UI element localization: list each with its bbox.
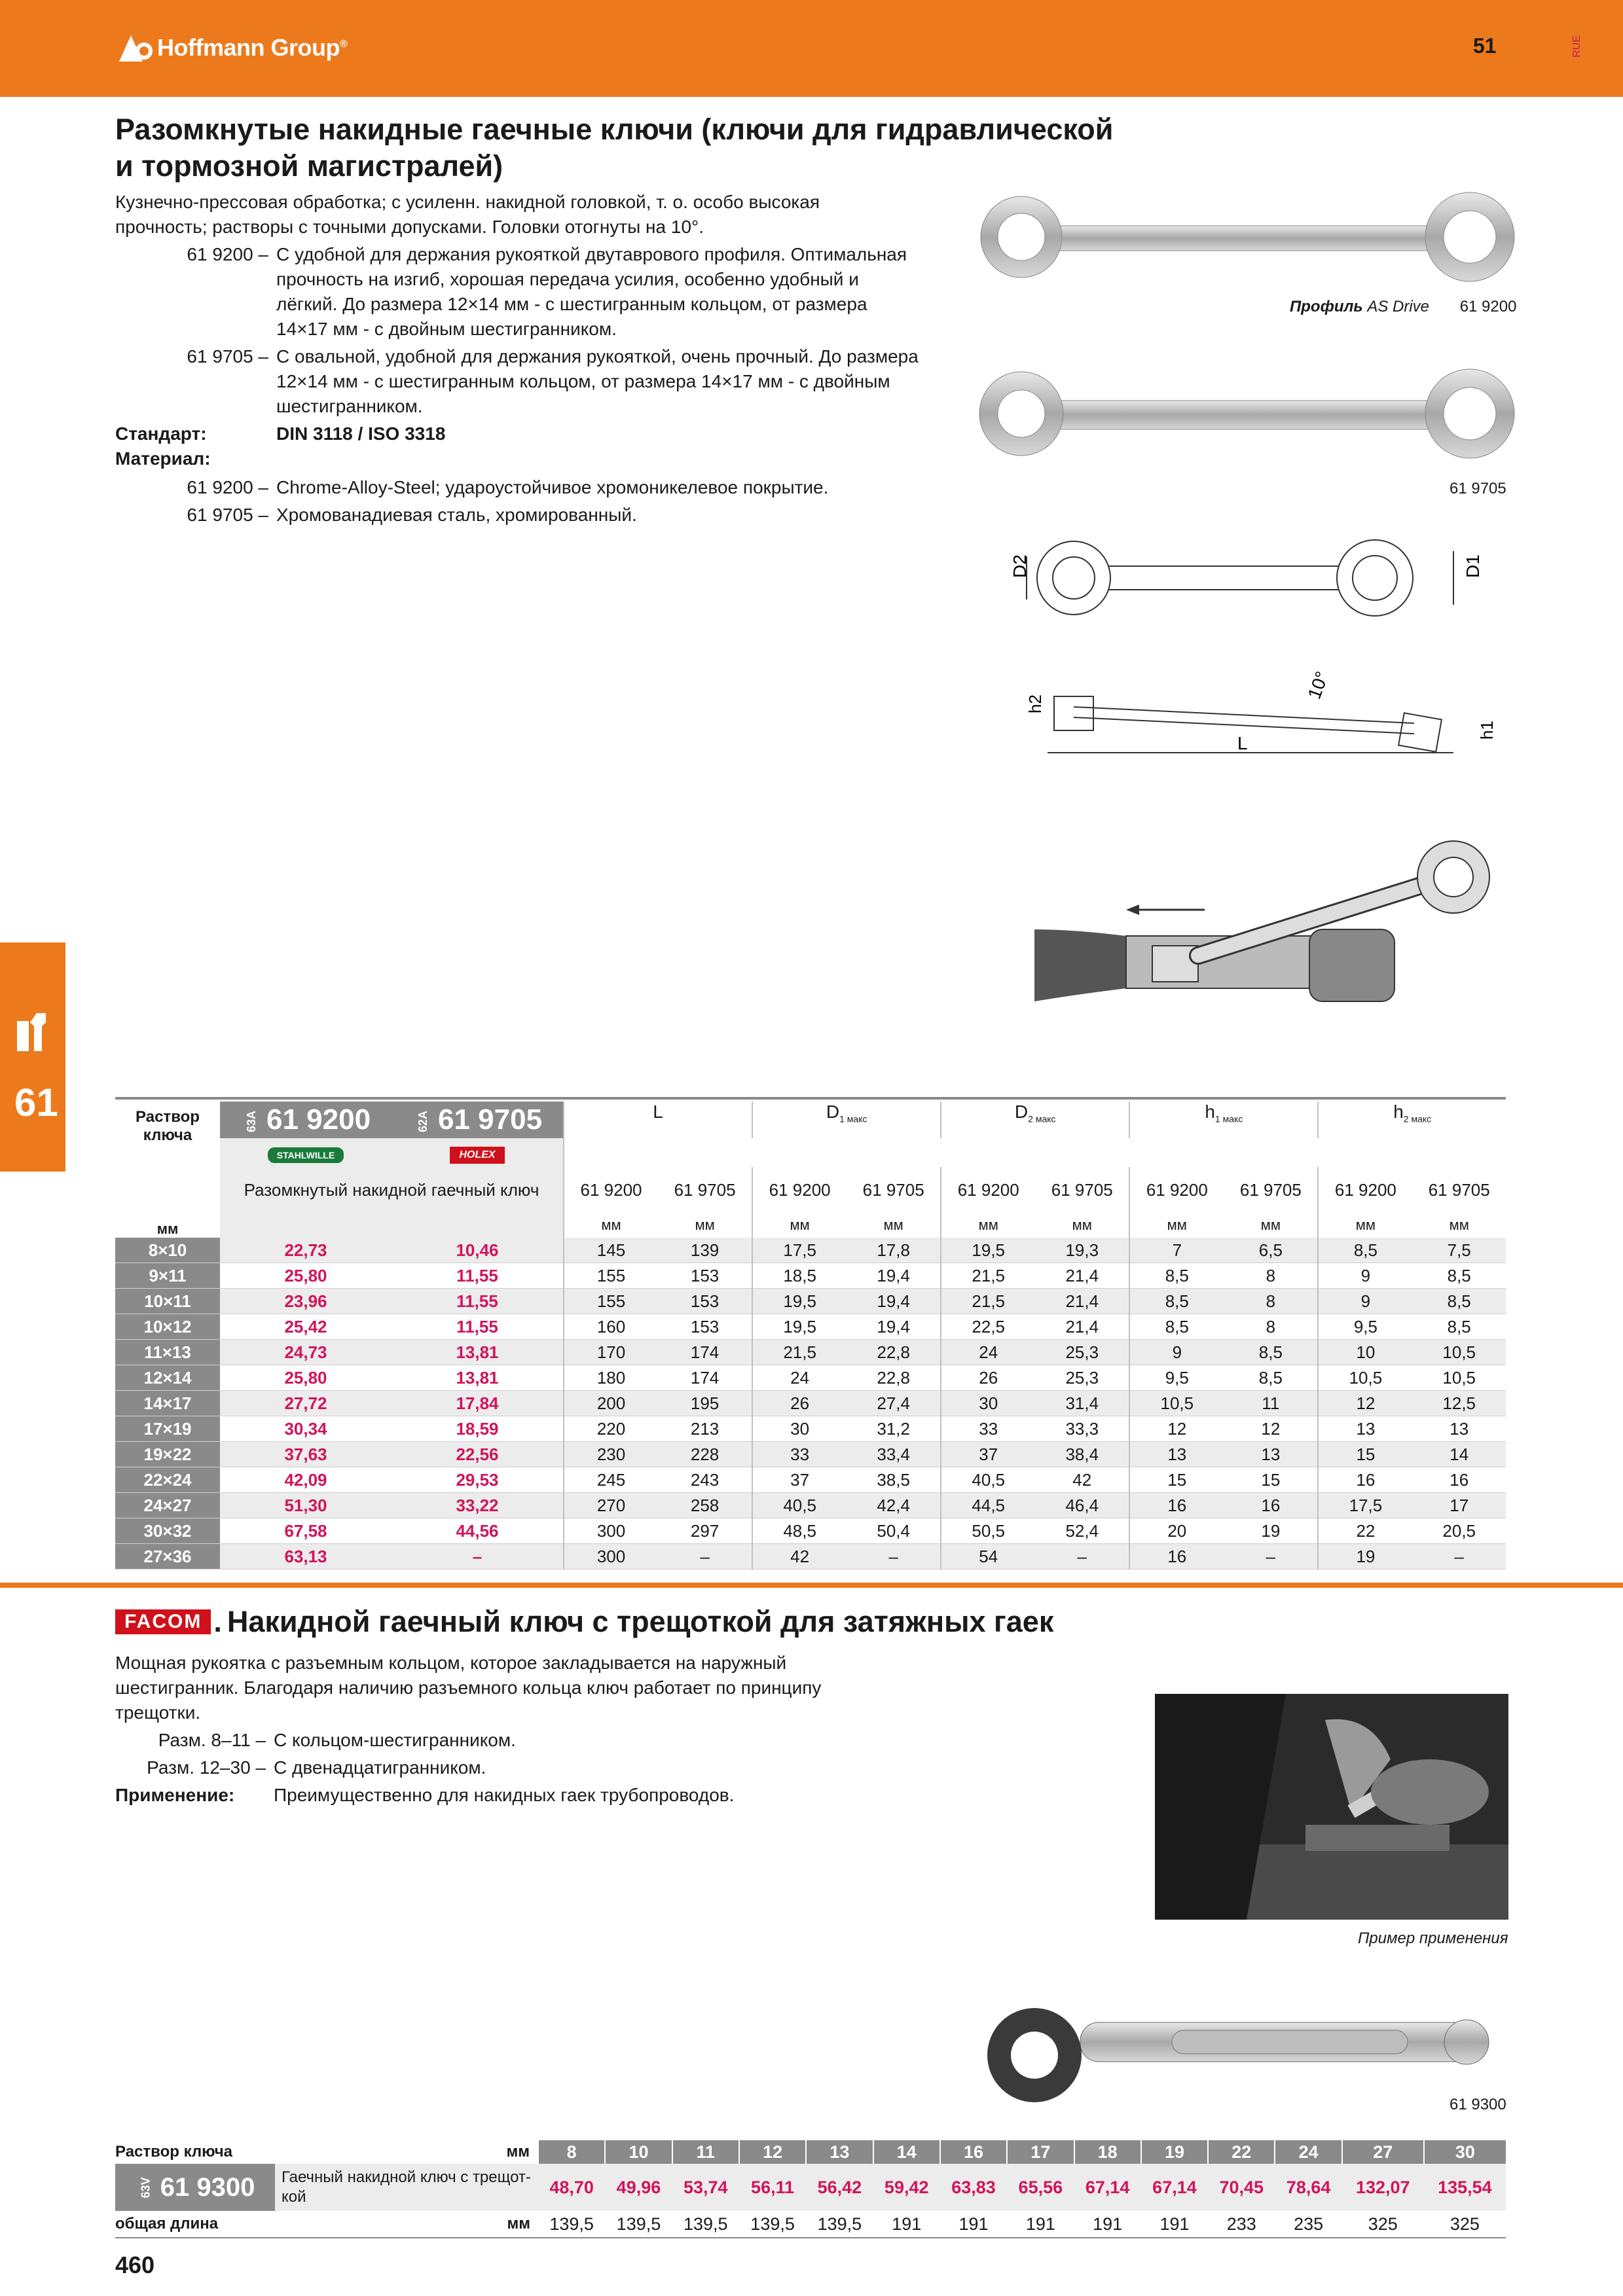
table-row	[115, 1365, 1506, 1391]
price-cell: 27,72	[220, 1391, 392, 1416]
dimension-cell: 155	[564, 1263, 658, 1289]
dimension-cell: –	[847, 1544, 941, 1570]
size-cell: 8	[538, 2140, 605, 2164]
dimension-cell: 170	[564, 1340, 658, 1365]
dimension-cell: 9,5	[1318, 1314, 1412, 1340]
dimension-cell: 8,5	[1129, 1263, 1224, 1289]
size-cell: 27×36	[115, 1544, 220, 1570]
dimension-cell: 46,4	[1035, 1493, 1129, 1518]
dimension-cell: 13	[1129, 1442, 1224, 1467]
dimension-cell: 21,4	[1035, 1289, 1129, 1314]
size-cell: 8×10	[115, 1238, 220, 1263]
size-cell: 13	[806, 2140, 873, 2164]
dimension-cell: 16	[1412, 1467, 1506, 1493]
dimension-cell: –	[1412, 1544, 1506, 1570]
price-cell: 67,58	[220, 1518, 392, 1544]
dimension-cell: –	[1224, 1544, 1318, 1570]
price-cell: 13,81	[392, 1365, 564, 1391]
holex-logo: HOLEX	[450, 1147, 504, 1164]
dimension-cell: 258	[658, 1493, 752, 1518]
dimension-cell: 213	[658, 1416, 752, 1442]
dimension-cell: 7,5	[1412, 1238, 1506, 1263]
dimension-cell: 12	[1318, 1391, 1412, 1416]
price-cell: 67,14	[1141, 2164, 1208, 2211]
price-cell: 56,42	[806, 2164, 873, 2211]
size-cell: 24	[1275, 2140, 1341, 2164]
product2-name: Гаечный накидной ключ с трещот- кой	[275, 2164, 538, 2211]
product1-intro: Кузнечно-прессовая обработка; с усиленн. накидной головкой, т. о. особо высокая прочность; растворы с точными допусками. Головки отогнуты на 10°.	[115, 192, 820, 237]
dimension-cell: 139	[658, 1238, 752, 1263]
table1-top-rule	[115, 1097, 1506, 1100]
dimension-cell: 13	[1412, 1416, 1506, 1442]
dimension-cell: 7	[1129, 1238, 1224, 1263]
dimension-cell: 17,5	[752, 1238, 847, 1263]
dim-angle-label: 10°	[1304, 668, 1333, 702]
dimension-cell: 245	[564, 1467, 658, 1493]
dimension-cell: 37	[941, 1442, 1035, 1467]
dimension-cell: 220	[564, 1416, 658, 1442]
dimension-cell: 37	[752, 1467, 847, 1493]
dimension-cell: 16	[1224, 1493, 1318, 1518]
dim-header-d2: $D_{2 макс}$	[941, 1102, 1129, 1138]
price-cell: 42,09	[220, 1467, 392, 1493]
dimension-cell: 25,3	[1035, 1365, 1129, 1391]
dimension-cell: 18,5	[752, 1263, 847, 1289]
size-cell: 11	[672, 2140, 739, 2164]
dimension-cell: 195	[658, 1391, 752, 1416]
dimension-cell: 50,4	[847, 1518, 941, 1544]
size-cell: 10×12	[115, 1314, 220, 1340]
dimension-cell: 8	[1224, 1314, 1318, 1340]
product1-title: Разомкнутые накидные гаечные ключи (ключи для гидравлической и тормозной магистралей)	[115, 113, 1114, 183]
length-cell: 139,5	[538, 2211, 605, 2238]
price-cell: 63,13	[220, 1544, 392, 1570]
price-cell: 11,55	[392, 1314, 564, 1340]
product2-title-row: FACOM . Накидной гаечный ключ с трещоткой для затяжных гаек	[115, 1604, 1053, 1640]
table-619300: Раствор ключа мм 8 10 11 12 13 14 16 17 18 19 22 24 27 30 63V 61 9300 Гаечный накидной ключ с трещот- кой 48,70 49,96 53,74 56,11 56,42 59,42 63,83 65,56 67,14 67,14 70,45 78,64 132,07 135,54 общая длина мм 139,5 139,5 139,5 139,5 139,5 191 191 191 191 191 233 235 325 325	[115, 2140, 1506, 2238]
length-cell: 191	[1141, 2211, 1208, 2238]
dim-d2-label: D2	[1010, 554, 1030, 578]
price-cell: 63,83	[940, 2164, 1007, 2211]
price-cell: 18,59	[392, 1416, 564, 1442]
dim-d1-label: D1	[1463, 554, 1483, 578]
size-cell: 22×24	[115, 1467, 220, 1493]
dimension-cell: 19,5	[752, 1289, 847, 1314]
dim-header-h1: $h_{1 макс}$	[1129, 1102, 1318, 1138]
dim-header-l: L	[564, 1102, 752, 1138]
dimension-cell: 15	[1224, 1467, 1318, 1493]
price-cell: 135,54	[1424, 2164, 1506, 2211]
dimension-cell: 8,5	[1412, 1289, 1506, 1314]
dimension-cell: 50,5	[941, 1518, 1035, 1544]
dimension-cell: 25,3	[1035, 1340, 1129, 1365]
dimension-drawing-side	[995, 661, 1506, 785]
dimension-cell: 40,5	[941, 1467, 1035, 1493]
dimension-cell: 10,5	[1412, 1340, 1506, 1365]
table-row	[115, 1518, 1506, 1544]
dimension-cell: 33	[941, 1416, 1035, 1442]
dimension-cell: 8,5	[1129, 1289, 1224, 1314]
price-cell: 67,14	[1074, 2164, 1141, 2211]
dimension-cell: 19,5	[752, 1314, 847, 1340]
material-619705: 61 9705 – Хромованадиевая сталь, хромированный.	[187, 505, 637, 525]
dimension-cell: 15	[1129, 1467, 1224, 1493]
page-number-bottom: 460	[115, 2251, 155, 2278]
section-tab	[0, 942, 65, 1172]
caption-619200: Профиль AS Drive 61 9200	[1290, 298, 1517, 315]
dimension-cell: 20	[1129, 1518, 1224, 1544]
dimension-cell: 17,5	[1318, 1493, 1412, 1518]
usage-photo-caption: Пример применения	[1358, 1929, 1508, 1947]
dimension-cell: 174	[658, 1365, 752, 1391]
length-cell: 191	[1074, 2211, 1141, 2238]
dimension-cell: 19	[1224, 1518, 1318, 1544]
usage-illustration	[1034, 831, 1506, 1034]
size-cell: 10×11	[115, 1289, 220, 1314]
dimension-cell: 13	[1224, 1442, 1318, 1467]
dimension-cell: 24	[752, 1365, 847, 1391]
price-cell: 44,56	[392, 1518, 564, 1544]
product2-title: Накидной гаечный ключ с трещоткой для затяжных гаек	[227, 1605, 1054, 1638]
price-cell: 51,30	[220, 1493, 392, 1518]
dimension-cell: 27,4	[847, 1391, 941, 1416]
dimension-cell: 8,5	[1224, 1340, 1318, 1365]
size-cell: 11×13	[115, 1340, 220, 1365]
dimension-cell: 8,5	[1224, 1365, 1318, 1391]
size-cell: 16	[940, 2140, 1007, 2164]
price-cell: 33,22	[392, 1493, 564, 1518]
size-cell: 30	[1424, 2140, 1506, 2164]
price-cell: 78,64	[1275, 2164, 1341, 2211]
length-cell: 235	[1275, 2211, 1341, 2238]
length-cell: 191	[1007, 2211, 1074, 2238]
dimension-cell: –	[658, 1544, 752, 1570]
dimension-cell: 230	[564, 1442, 658, 1467]
size-cell: 24×27	[115, 1493, 220, 1518]
dimension-cell: 9	[1318, 1263, 1412, 1289]
product2-intro: Мощная рукоятка с разъемным кольцом, которое закладывается на наружный шестигранник. Благодаря наличию разъемного кольца ключ работает по принципу трещотки.	[115, 1653, 822, 1723]
wrench-619705-image	[962, 367, 1532, 465]
dimension-cell: 20,5	[1412, 1518, 1506, 1544]
dim-header-h2: $h_{2 макс}$	[1318, 1102, 1506, 1138]
size-cell: 27	[1342, 2140, 1424, 2164]
art-619300: 63V 61 9300	[115, 2164, 275, 2211]
price-cell: 48,70	[538, 2164, 605, 2211]
dimension-cell: 6,5	[1224, 1238, 1318, 1263]
dim-h2-label: h2	[1025, 694, 1045, 713]
dimension-cell: 38,4	[1035, 1442, 1129, 1467]
dimension-cell: 16	[1129, 1544, 1224, 1570]
logo-text: Hoffmann Group®	[157, 34, 348, 61]
size-cell: 19	[1141, 2140, 1208, 2164]
art-619705: 62A 61 9705	[392, 1102, 564, 1138]
dimension-cell: 42	[1035, 1467, 1129, 1493]
size-cell: 12×14	[115, 1365, 220, 1391]
dimension-cell: 180	[564, 1365, 658, 1391]
dimension-cell: 270	[564, 1493, 658, 1518]
length-cell: 139,5	[806, 2211, 873, 2238]
price-cell: –	[392, 1544, 564, 1570]
price-cell: 25,80	[220, 1263, 392, 1289]
dimension-cell: 10,5	[1318, 1365, 1412, 1391]
price-cell: 22,56	[392, 1442, 564, 1467]
material-label: Материал:	[115, 448, 211, 469]
length-cell: 325	[1424, 2211, 1506, 2238]
brand-holex-cell	[392, 1138, 564, 1167]
price-cell: 13,81	[392, 1340, 564, 1365]
dimension-cell: 300	[564, 1544, 658, 1570]
price-cell: 25,80	[220, 1365, 392, 1391]
size-cell: 10	[605, 2140, 672, 2164]
price-cell: 25,42	[220, 1314, 392, 1340]
dimension-cell: 9	[1129, 1340, 1224, 1365]
dimension-cell: 24	[941, 1340, 1035, 1365]
dimension-cell: 19	[1318, 1544, 1412, 1570]
dimension-cell: –	[1035, 1544, 1129, 1570]
table-row	[115, 1544, 1506, 1570]
size-unit: мм	[156, 1221, 179, 1237]
dimension-cell: 40,5	[752, 1493, 847, 1518]
price-cell: 70,45	[1208, 2164, 1275, 2211]
table-row	[115, 1416, 1506, 1442]
size-cell: 9×11	[115, 1263, 220, 1289]
dimension-cell: 42	[752, 1544, 847, 1570]
item-619705: 61 9705 – С овальной, удобной для держания рукояткой, очень прочный. До размера 12×14 мм - с шестигранным кольцом, от размера 14×17 мм - с двойным шестигранником.	[187, 346, 919, 416]
price-cell: 10,46	[392, 1238, 564, 1263]
length-cell: 139,5	[739, 2211, 806, 2238]
dim-l-label: L	[1237, 733, 1248, 753]
usage-photo	[1155, 1694, 1508, 1920]
price-cell: 29,53	[392, 1467, 564, 1493]
dimension-cell: 297	[658, 1518, 752, 1544]
price-cell: 30,34	[220, 1416, 392, 1442]
dimension-cell: 12	[1129, 1416, 1224, 1442]
dimension-cell: 153	[658, 1289, 752, 1314]
dimension-cell: 33,4	[847, 1442, 941, 1467]
dimension-cell: 19,4	[847, 1289, 941, 1314]
dimension-cell: 8,5	[1318, 1238, 1412, 1263]
dimension-cell: 26	[752, 1391, 847, 1416]
dimension-cell: 21,5	[941, 1289, 1035, 1314]
dimension-cell: 8,5	[1412, 1263, 1506, 1289]
side-code: RUE	[1571, 35, 1582, 58]
length-cell: 139,5	[605, 2211, 672, 2238]
price-cell: 11,55	[392, 1289, 564, 1314]
dimension-cell: 10	[1318, 1340, 1412, 1365]
dimension-cell: 9	[1318, 1289, 1412, 1314]
dimension-cell: 19,4	[847, 1263, 941, 1289]
dimension-cell: 22	[1318, 1518, 1412, 1544]
art-619200: 63A 61 9200	[220, 1102, 392, 1138]
price-cell: 65,56	[1007, 2164, 1074, 2211]
page-number-top: 51	[1473, 34, 1497, 58]
dim-h1-label: h1	[1477, 721, 1497, 740]
dimension-cell: 228	[658, 1442, 752, 1467]
dimension-cell: 19,5	[941, 1238, 1035, 1263]
dimension-cell: 22,8	[847, 1340, 941, 1365]
dimension-cell: 16	[1318, 1467, 1412, 1493]
dimension-cell: 33,3	[1035, 1416, 1129, 1442]
section-number: 61	[14, 1081, 58, 1124]
product1-items	[115, 242, 966, 528]
table-row	[115, 1263, 1506, 1289]
wrench-619200-image	[962, 190, 1532, 288]
dimension-cell: 15	[1318, 1442, 1412, 1467]
dimension-cell: 54	[941, 1544, 1035, 1570]
dimension-cell: 21,5	[941, 1263, 1035, 1289]
dimension-cell: 21,4	[1035, 1263, 1129, 1289]
dimension-cell: 17,8	[847, 1238, 941, 1263]
dimension-cell: 30	[752, 1416, 847, 1442]
stahlwille-logo: STAHLWILLE	[268, 1147, 344, 1163]
length-cell: 139,5	[672, 2211, 739, 2238]
dimension-cell: 8	[1224, 1289, 1318, 1314]
size-cell: 22	[1208, 2140, 1275, 2164]
price-cell: 59,42	[873, 2164, 940, 2211]
dimension-cell: 21,4	[1035, 1314, 1129, 1340]
length-cell: 233	[1208, 2211, 1275, 2238]
table-row	[115, 1493, 1506, 1518]
dimension-cell: 48,5	[752, 1518, 847, 1544]
size-cell: 12	[739, 2140, 806, 2164]
price-cell: 17,84	[392, 1391, 564, 1416]
dimension-cell: 174	[658, 1340, 752, 1365]
brand-stahlwille-cell	[220, 1138, 392, 1167]
price-cell: 37,63	[220, 1442, 392, 1467]
dimension-cell: 14	[1412, 1442, 1506, 1467]
table-row	[115, 1289, 1506, 1314]
dimension-drawing-top	[995, 537, 1483, 622]
price-cell: 49,96	[605, 2164, 672, 2211]
dimension-cell: 8	[1224, 1263, 1318, 1289]
dimension-cell: 42,4	[847, 1493, 941, 1518]
dimension-cell: 300	[564, 1518, 658, 1544]
ratchet-wrench-image	[962, 1996, 1512, 2101]
standard-row: Стандарт: DIN 3118 / ISO 3318	[115, 423, 446, 444]
dimension-cell: 8,5	[1129, 1314, 1224, 1340]
facom-logo: FACOM	[115, 1609, 211, 1634]
table-row	[115, 1442, 1506, 1467]
dimension-cell: 33	[752, 1442, 847, 1467]
size-cell: 30×32	[115, 1518, 220, 1544]
wrench-section-icon	[14, 1008, 51, 1054]
dimension-cell: 243	[658, 1467, 752, 1493]
table-row	[115, 1467, 1506, 1493]
dimension-cell: 153	[658, 1263, 752, 1289]
dimension-cell: 22,5	[941, 1314, 1035, 1340]
dimension-cell: 38,5	[847, 1467, 941, 1493]
table-row	[115, 1391, 1506, 1416]
price-cell: 24,73	[220, 1340, 392, 1365]
product2-items: Разм. 8–11 – С кольцом-шестигранником. Разм. 12–30 – С двенадцатигранником. Применение: Преимущественно для накидных гаек трубопроводов.	[115, 1730, 735, 1805]
dimension-cell: 11	[1224, 1391, 1318, 1416]
size-cell: 14	[873, 2140, 940, 2164]
price-cell: 11,55	[392, 1263, 564, 1289]
price-cell: 53,74	[672, 2164, 739, 2211]
dimension-cell: 13	[1318, 1416, 1412, 1442]
hoffmann-logo-icon	[117, 31, 153, 64]
size-cell: 17	[1007, 2140, 1074, 2164]
material-619200: 61 9200 – Chrome-Alloy-Steel; удароустойчивое хромоникелевое покрытие.	[187, 477, 829, 497]
dimension-cell: 8,5	[1412, 1314, 1506, 1340]
size-cell: 14×17	[115, 1391, 220, 1416]
dim-header-d1: $D_{1 макс}$	[752, 1102, 941, 1138]
size-cell: 19×22	[115, 1442, 220, 1467]
dimension-cell: 52,4	[1035, 1518, 1129, 1544]
size-header: Раствор ключа	[136, 1108, 200, 1144]
price-cell: 132,07	[1342, 2164, 1424, 2211]
dimension-cell: 200	[564, 1391, 658, 1416]
size-cell: 18	[1074, 2140, 1141, 2164]
dimension-cell: 19,3	[1035, 1238, 1129, 1263]
size-cell: 17×19	[115, 1416, 220, 1442]
dimension-cell: 26	[941, 1365, 1035, 1391]
dimension-cell: 12	[1224, 1416, 1318, 1442]
dimension-cell: 30	[941, 1391, 1035, 1416]
product-name: Разомкнутый накидной гаечный ключ	[220, 1167, 564, 1213]
dimension-cell: 9,5	[1129, 1365, 1224, 1391]
dimension-cell: 153	[658, 1314, 752, 1340]
dimension-cell: 160	[564, 1314, 658, 1340]
price-cell: 22,73	[220, 1238, 392, 1263]
length-cell: 191	[940, 2211, 1007, 2238]
section-divider	[0, 1583, 1623, 1588]
item-619200: 61 9200 – С удобной для держания рукояткой двутаврового профиля. Оптимальная прочность на изгиб, хорошая передача усилия, особенно удобный и лёгкий. До размера 12×14 мм - с шестигранным кольцом, от размера 14×17 мм - с двойным шестигранником.	[187, 244, 907, 339]
dimension-cell: 31,2	[847, 1416, 941, 1442]
dimension-cell: 31,4	[1035, 1391, 1129, 1416]
table-row	[115, 1314, 1506, 1340]
dimension-cell: 44,5	[941, 1493, 1035, 1518]
ratchet-caption: 61 9300	[1450, 2096, 1506, 2113]
price-cell: 56,11	[739, 2164, 806, 2211]
length-cell: 191	[873, 2211, 940, 2238]
dimension-cell: 155	[564, 1289, 658, 1314]
table-row	[115, 1340, 1506, 1365]
dimension-cell: 145	[564, 1238, 658, 1263]
dimension-cell: 19,4	[847, 1314, 941, 1340]
dimension-cell: 12,5	[1412, 1391, 1506, 1416]
dimension-cell: 16	[1129, 1493, 1224, 1518]
dimension-cell: 17	[1412, 1493, 1506, 1518]
price-cell: 23,96	[220, 1289, 392, 1314]
dimension-cell: 10,5	[1412, 1365, 1506, 1391]
table-row	[115, 1238, 1506, 1263]
dimension-cell: 21,5	[752, 1340, 847, 1365]
length-cell: 325	[1342, 2211, 1424, 2238]
table-619200-619705: Раствор ключа 63A 61 9200 62A 61 9705 L $D_{1 макс}$ $D_{2 макс}$ $h_{1 макс}$ $h_{2 макс}$ STAHLWILLE HOLEX мм Разомкнутый накидной гаечный ключ 61 9200 61 9705 61 9200 61 9705 61 9200 61 9705 61 9200 61 9705 61 9200 61 9705 мм мм мм мм мм мм мм мм мм мм 8×10 22,73 10,46 145 139 17,5 17,8 19,5 19,3 7 6,5 8,5 7,5 9×11 25,80 11,55 155 153 18,5 19,4 21,5 21,4 8,5 8 9 8,5 10×11 23,96 11,55 155 153 19,5 19,4 21,5 21,4 8,5 8 9 8,5 10×12 25,42 11,55 160 153 19,5 19,4 22,5 21,4 8,5 8 9,5 8,5 11×13 24,73 13,81 170 174 21,5 22,8 24 25,3 9 8,5 10 10,5 12×14 25,80 13,81 180 174 24 22,8 26 25,3 9,5 8,5 10,5 10,5 14×17 27,72 17,84 200 195 26 27,4 30 31,4 10,5 11 12 12,5 17×19 30,34 18,59 220 213 30 31,2 33 33,3 12 12 13 13 19×22 37,63 22,56 230 228 33 33,4 37 38,4 13 13 15 14 22×24 42,09 29,53 245 243 37 38,5 40,5 42 15 15 16 16 24×27 51,30 33,22 270 258 40,5 42,4 44,5 46,4 16 16 17,5 17 30×32 67,58 44,56 300 297 48,5 50,4 50,5 52,4 20 19 22 20,5 27×36 63,13 – 300 – 42 – 54 – 16 – 19 –	[115, 1102, 1506, 1570]
dimension-cell: 22,8	[847, 1365, 941, 1391]
dimension-cell: 10,5	[1129, 1391, 1224, 1416]
caption-619705: 61 9705	[1450, 480, 1506, 497]
